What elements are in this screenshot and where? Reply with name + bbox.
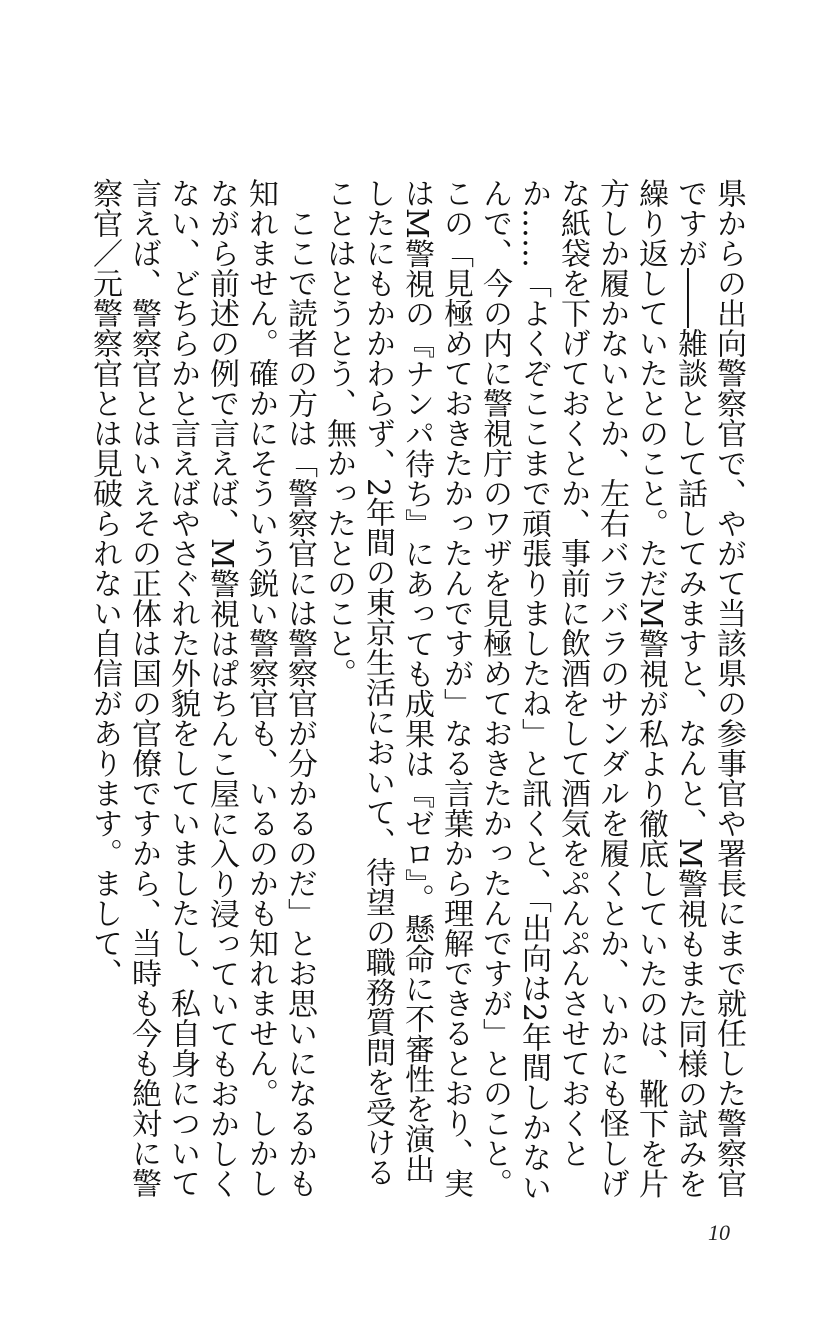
page-number: 10 bbox=[708, 1220, 730, 1245]
body-text bbox=[87, 178, 748, 1203]
paragraph-2: ここで読者の方は「警察官には警察官が分かるのだ」とお思いになるかも知れません。確かにそういう鋭い警察官も、いるのかも知れません。しかしながら前述の例で言えば、M警視はぱちんこ屋に入り浸っていてもおかしくない、どちらかと言えばやさぐれた外貌をしていましたし、私自身について言えば、警察官とはいえその正体は国の官僚ですから、当時も今も絶対に警察官／元警察官とは見破られない自信があります。まして、 bbox=[87, 178, 317, 1199]
paragraph-1: 県からの出向警察官で、やがて当該県の参事官や署長にまで就任した警察官ですが――雑談として話してみますと、なんと、M警視もまた同様の試みを繰り返していたとのこと。ただM警視が私より徹底していたのは、靴下を片方しか履かないとか、左右バラバラのサンダルを履くとか、いかにも怪しげな紙袋を下げておくとか、事前に飲酒をして酒気をぷんぷんさせておくとか……「よくぞここまで頑張りましたね」と訊くと、「出向は2年間しかないんで、今の内に警視庁のワザを見極めておきたかったんですが」とのこと。この「見極めておきたかったんですが」なる言葉から理解できるとおり、実はM警視の『ナンパ待ち』にあっても成果は『ゼロ』。懸命に不審性を演出したにもかかわらず、2年間の東京生活において、待望の職務質問を受けることはとうとう、無かったとのこと。 bbox=[321, 178, 746, 1203]
